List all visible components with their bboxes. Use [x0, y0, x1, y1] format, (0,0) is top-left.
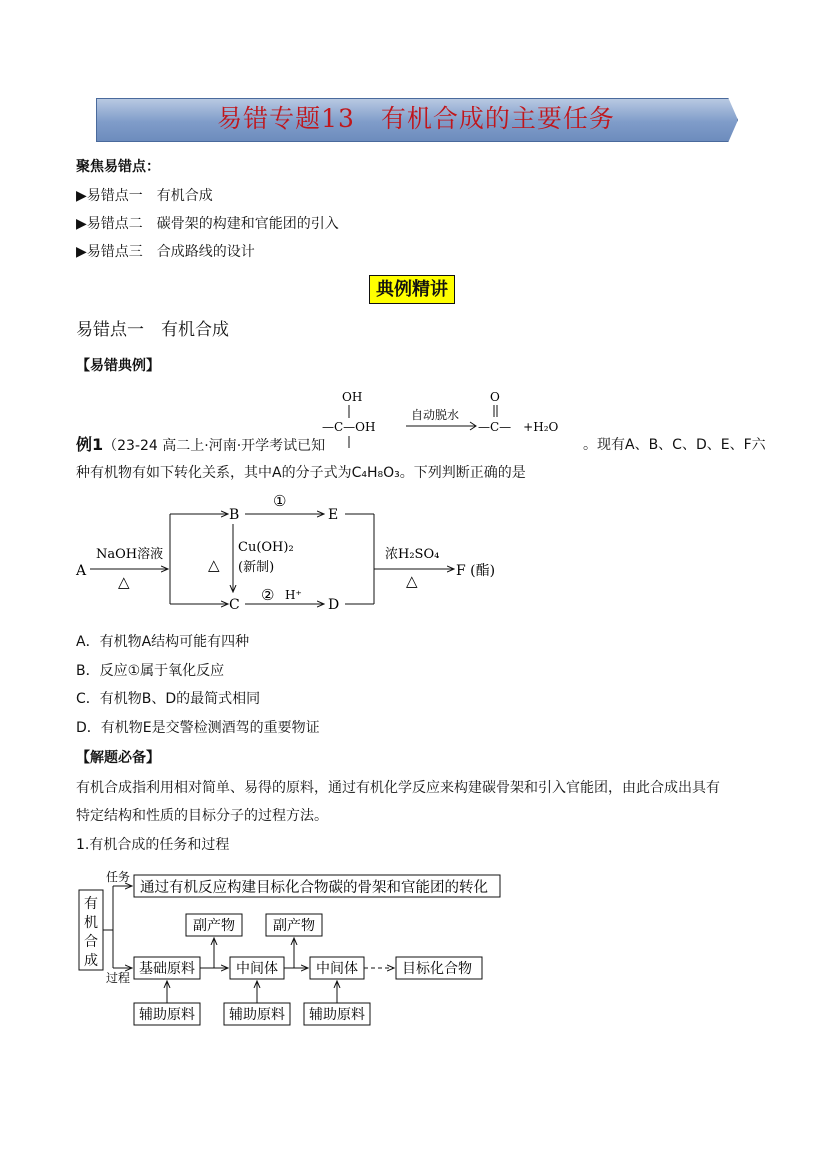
option-b: B．反应①属于氧化反应 [76, 663, 225, 679]
conc-label: 浓H₂SO₄ [385, 547, 440, 562]
example-intro [76, 435, 325, 456]
node-f: F (酯) [456, 563, 496, 579]
target-compound: 目标化合物 [402, 961, 472, 977]
section-heading: 易错点一 有机合成 [76, 320, 229, 340]
process-label: 过程 [106, 971, 131, 985]
option-d: D．有机物E是交警检测酒驾的重要物证 [76, 720, 320, 736]
example-intro-text: （23-24 高二上·河南·开学考试已知 [103, 438, 326, 454]
aux-1: 辅助原料 [139, 1007, 195, 1023]
base-material: 基础原料 [139, 961, 195, 977]
node-a: A [76, 563, 87, 579]
reaction-scheme [70, 488, 510, 623]
intermediate-2: 中间体 [316, 961, 358, 977]
example-tag: 【易错典例】 [76, 358, 160, 374]
h-plus: H⁺ [285, 588, 302, 602]
delta-2: △ [208, 556, 220, 574]
byproduct-2: 副产物 [273, 918, 315, 934]
option-c: C．有机物B、D的最简式相同 [76, 691, 261, 707]
task-label: 任务 [106, 870, 131, 884]
o-top: O [490, 390, 500, 404]
known-reaction [318, 384, 580, 460]
example-line2: 种有机物有如下转化关系，其中A的分子式为C₄H₈O₃。下列判断正确的是 [76, 465, 526, 481]
aux-3: 辅助原料 [309, 1007, 365, 1023]
delta-1: △ [118, 573, 130, 591]
node-e: E [328, 507, 339, 523]
focus-item-2: ▶易错点二 碳骨架的构建和官能团的引入 [76, 216, 339, 232]
circle-2: ② [261, 586, 275, 604]
main-char-2: 机 [84, 915, 98, 931]
cuoh-label: Cu(OH)₂ [238, 540, 294, 555]
main-char-1: 有 [84, 896, 98, 912]
naoh-label: NaOH溶液 [96, 547, 164, 562]
explain-line-1: 有机合成指利用相对简单、易得的原料，通过有机化学反应来构建碳骨架和引入官能团，由此合成出具有 [76, 780, 720, 796]
product-structure: —C— +H₂O [478, 420, 559, 434]
explain-line-2: 特定结构和性质的目标分子的过程方法。 [76, 808, 328, 824]
focus-item-3: ▶易错点三 合成路线的设计 [76, 244, 255, 260]
aux-2: 辅助原料 [229, 1007, 285, 1023]
delta-3: △ [406, 572, 418, 590]
explain-tag: 【解题必备】 [76, 750, 160, 766]
intermediate-1: 中间体 [236, 961, 278, 977]
example-after: 。现有A、B、C、D、E、F六 [583, 437, 766, 453]
task-text: 通过有机反应构建目标化合物碳的骨架和官能团的转化 [140, 880, 488, 896]
oh-top: OH [342, 390, 363, 404]
circle-1: ① [273, 492, 287, 510]
node-d: D [328, 597, 340, 613]
focus-heading: 聚焦易错点： [76, 159, 160, 175]
explain-sub-1: 1.有机合成的任务和过程 [76, 837, 230, 853]
node-b: B [229, 507, 240, 523]
main-char-4: 成 [84, 953, 98, 969]
left-structure: —C—OH [322, 420, 376, 434]
page-title: 易错专题13 有机合成的主要任务 [217, 104, 615, 133]
fresh-label: (新制) [238, 560, 275, 575]
example-badge: 典例精讲 [369, 275, 455, 304]
node-c: C [229, 597, 240, 613]
focus-item-1: ▶易错点一 有机合成 [76, 188, 213, 204]
main-char-3: 合 [84, 934, 98, 950]
synthesis-diagram [76, 864, 506, 1034]
option-a: A．有机物A结构可能有四种 [76, 634, 250, 650]
dehydrate-label: 自动脱水 [411, 408, 460, 422]
example-label: 例1 [76, 435, 104, 454]
byproduct-1: 副产物 [193, 918, 235, 934]
